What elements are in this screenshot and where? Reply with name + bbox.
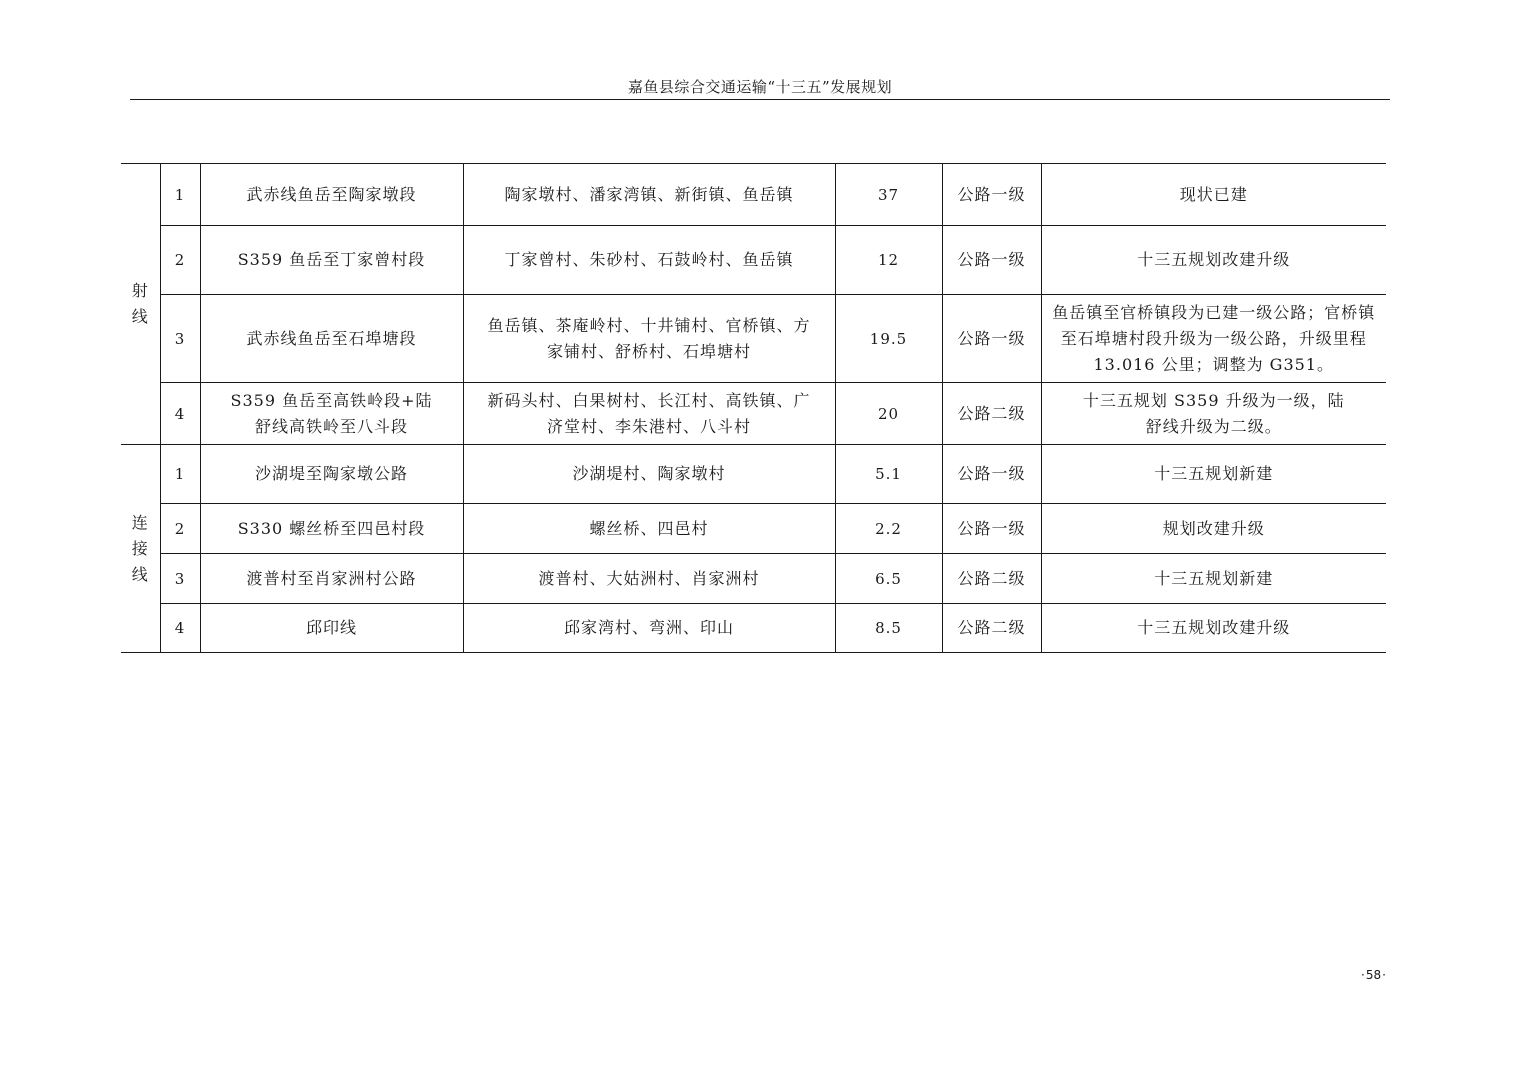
villages-passed: 陶家墩村、潘家湾镇、新街镇、鱼岳镇	[463, 164, 835, 226]
row-number: 4	[160, 383, 200, 445]
villages-passed: 鱼岳镇、茶庵岭村、十井铺村、官桥镇、方家铺村、舒桥村、石埠塘村	[463, 295, 835, 383]
row-number: 1	[160, 164, 200, 226]
plan-status: 规划改建升级	[1041, 504, 1386, 554]
row-number: 1	[160, 445, 200, 504]
road-section-name: 沙湖堤至陶家墩公路	[200, 445, 463, 504]
villages-passed: 螺丝桥、四邑村	[463, 504, 835, 554]
villages-passed: 邱家湾村、弯洲、印山	[463, 604, 835, 653]
page-number: ·58·	[1361, 968, 1386, 982]
table-row	[121, 226, 1386, 295]
row-number: 3	[160, 295, 200, 383]
road-grade: 公路一级	[942, 226, 1041, 295]
road-grade: 公路二级	[942, 383, 1041, 445]
road-grade: 公路一级	[942, 504, 1041, 554]
row-number: 2	[160, 226, 200, 295]
road-grade: 公路一级	[942, 445, 1041, 504]
plan-status: 十三五规划新建	[1041, 554, 1386, 604]
villages-passed: 丁家曾村、朱砂村、石鼓岭村、鱼岳镇	[463, 226, 835, 295]
road-section-name: 武赤线鱼岳至石埠塘段	[200, 295, 463, 383]
plan-status: 十三五规划改建升级	[1041, 226, 1386, 295]
plan-status: 十三五规划改建升级	[1041, 604, 1386, 653]
table-row	[121, 604, 1386, 653]
length-km: 8.5	[835, 604, 942, 653]
length-km: 12	[835, 226, 942, 295]
villages-passed: 新码头村、白果树村、长江村、高铁镇、广济堂村、李朱港村、八斗村	[463, 383, 835, 445]
road-section-name: S359 鱼岳至丁家曾村段	[200, 226, 463, 295]
table-row	[121, 164, 1386, 226]
road-section-name: S359 鱼岳至高铁岭段+陆舒线高铁岭至八斗段	[200, 383, 463, 445]
road-section-name: 邱印线	[200, 604, 463, 653]
group-label: 射线	[121, 164, 160, 445]
group-label: 连接线	[121, 445, 160, 653]
table-row	[121, 295, 1386, 383]
length-km: 37	[835, 164, 942, 226]
row-number: 2	[160, 504, 200, 554]
road-section-name: 武赤线鱼岳至陶家墩段	[200, 164, 463, 226]
length-km: 6.5	[835, 554, 942, 604]
table-row	[121, 504, 1386, 554]
table-row	[121, 383, 1386, 445]
table-row	[121, 554, 1386, 604]
length-km: 2.2	[835, 504, 942, 554]
plan-status: 十三五规划 S359 升级为一级，陆舒线升级为二级。	[1041, 383, 1386, 445]
header-divider	[130, 99, 1390, 100]
road-grade: 公路二级	[942, 554, 1041, 604]
row-number: 4	[160, 604, 200, 653]
road-section-name: 渡普村至肖家洲村公路	[200, 554, 463, 604]
villages-passed: 渡普村、大姑洲村、肖家洲村	[463, 554, 835, 604]
length-km: 19.5	[835, 295, 942, 383]
highway-plan-table	[121, 163, 1386, 653]
length-km: 5.1	[835, 445, 942, 504]
page-header-title: 嘉鱼县综合交通运输“十三五”发展规划	[627, 78, 893, 96]
plan-status: 鱼岳镇至官桥镇段为已建一级公路；官桥镇至石埠塘村段升级为一级公路，升级里程 13.016 公里；调整为 G351。	[1041, 295, 1386, 383]
road-section-name: S330 螺丝桥至四邑村段	[200, 504, 463, 554]
road-grade: 公路二级	[942, 604, 1041, 653]
plan-status: 现状已建	[1041, 164, 1386, 226]
row-number: 3	[160, 554, 200, 604]
length-km: 20	[835, 383, 942, 445]
road-grade: 公路一级	[942, 295, 1041, 383]
table-row	[121, 445, 1386, 504]
road-grade: 公路一级	[942, 164, 1041, 226]
villages-passed: 沙湖堤村、陶家墩村	[463, 445, 835, 504]
plan-status: 十三五规划新建	[1041, 445, 1386, 504]
